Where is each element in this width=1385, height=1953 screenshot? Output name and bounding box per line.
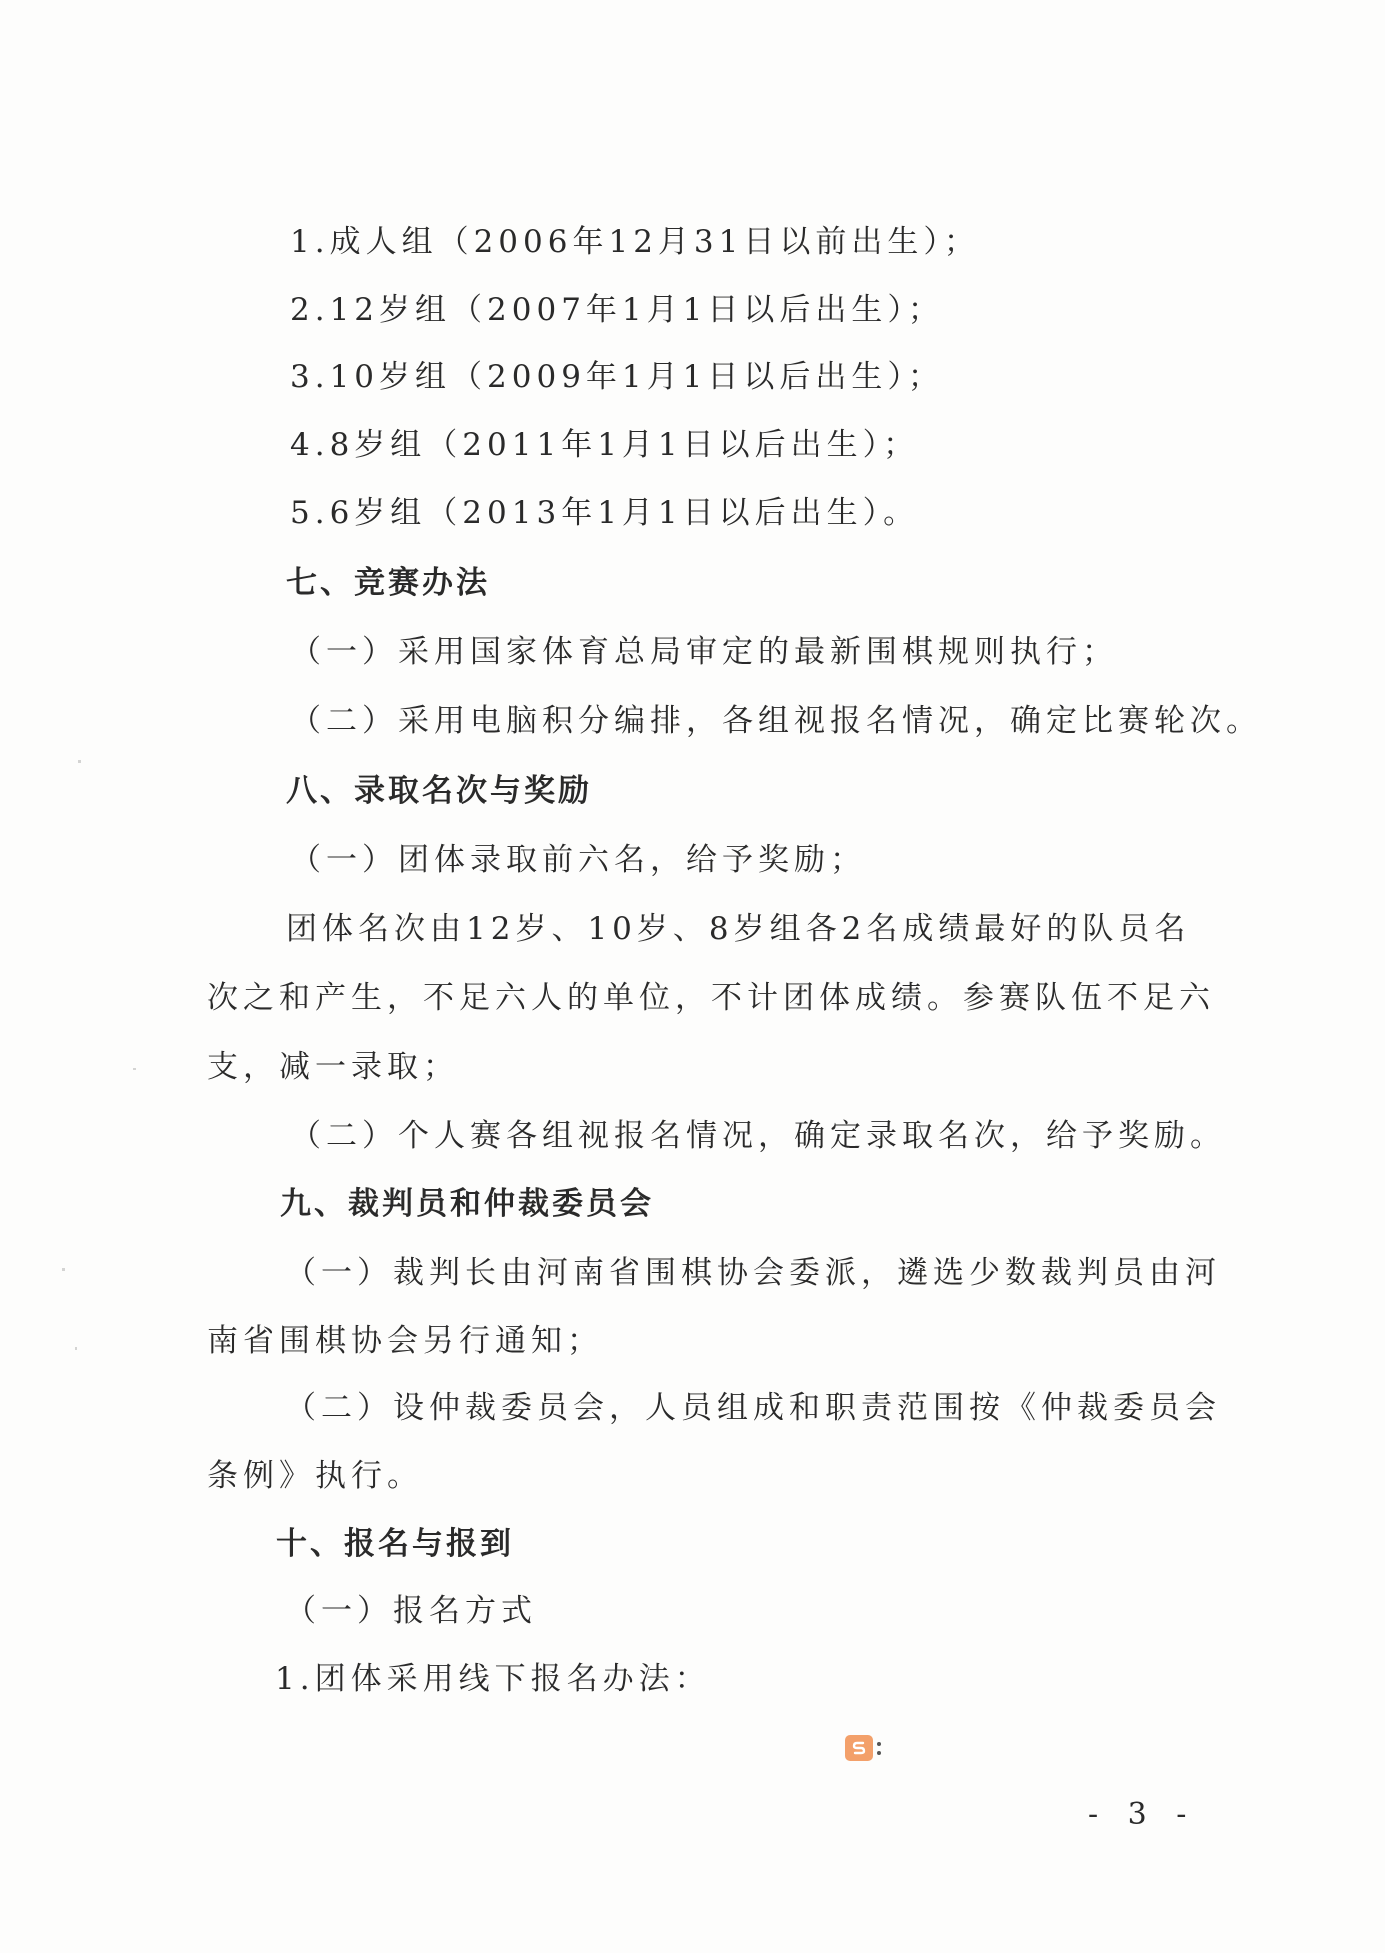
section-7-item-2: （二）采用电脑积分编排，各组视报名情况，确定比赛轮次。 (290, 703, 1262, 739)
sogou-s-icon (845, 1735, 873, 1761)
section-9-item-2b: 条例》执行。 (207, 1458, 423, 1494)
scan-speck (75, 1347, 77, 1350)
age-group-5: 5.6岁组（2013年1月1日以后出生）。 (290, 495, 920, 531)
section-8-item-1: （一）团体录取前六名，给予奖励； (290, 842, 866, 878)
age-group-3: 3.10岁组（2009年1月1日以后出生）； (290, 359, 944, 395)
section-8-heading: 八、录取名次与奖励 (286, 773, 592, 809)
section-8-para-1: 团体名次由12岁、10岁、8岁组各2名成绩最好的队员名 (286, 911, 1191, 947)
section-9-heading: 九、裁判员和仲裁委员会 (280, 1186, 654, 1222)
page-number: - 3 - (1088, 1797, 1197, 1832)
age-group-1: 1.成人组（2006年12月31日以前出生）； (290, 224, 980, 260)
scan-speck (62, 1268, 65, 1271)
section-9-item-2a: （二）设仲裁委员会，人员组成和职责范围按《仲裁委员会 (285, 1390, 1221, 1426)
section-8-para-2: 次之和产生，不足六人的单位，不计团体成绩。参赛队伍不足六 (207, 980, 1215, 1016)
sogou-input-icon[interactable] (845, 1733, 905, 1763)
section-9-item-1a: （一）裁判长由河南省围棋协会委派，遴选少数裁判员由河 (285, 1255, 1221, 1291)
scan-speck (133, 1068, 136, 1070)
age-group-4: 4.8岁组（2011年1月1日以后出生）； (290, 427, 920, 463)
section-8-para-3: 支，减一录取； (207, 1049, 459, 1085)
section-7-heading: 七、竞赛办法 (286, 565, 490, 601)
section-10-item-1: （一）报名方式 (285, 1593, 537, 1629)
section-8-item-2: （二）个人赛各组视报名情况，确定录取名次，给予奖励。 (290, 1118, 1226, 1154)
section-9-item-1b: 南省围棋协会另行通知； (207, 1323, 603, 1359)
age-group-2: 2.12岁组（2007年1月1日以后出生）； (290, 292, 944, 328)
section-7-item-1: （一）采用国家体育总局审定的最新围棋规则执行； (290, 634, 1118, 670)
section-10-item-1-1: 1.团体采用线下报名办法： (275, 1661, 711, 1697)
ime-dots-icon (877, 1742, 881, 1755)
section-10-heading: 十、报名与报到 (276, 1526, 514, 1562)
scan-speck (78, 760, 81, 763)
